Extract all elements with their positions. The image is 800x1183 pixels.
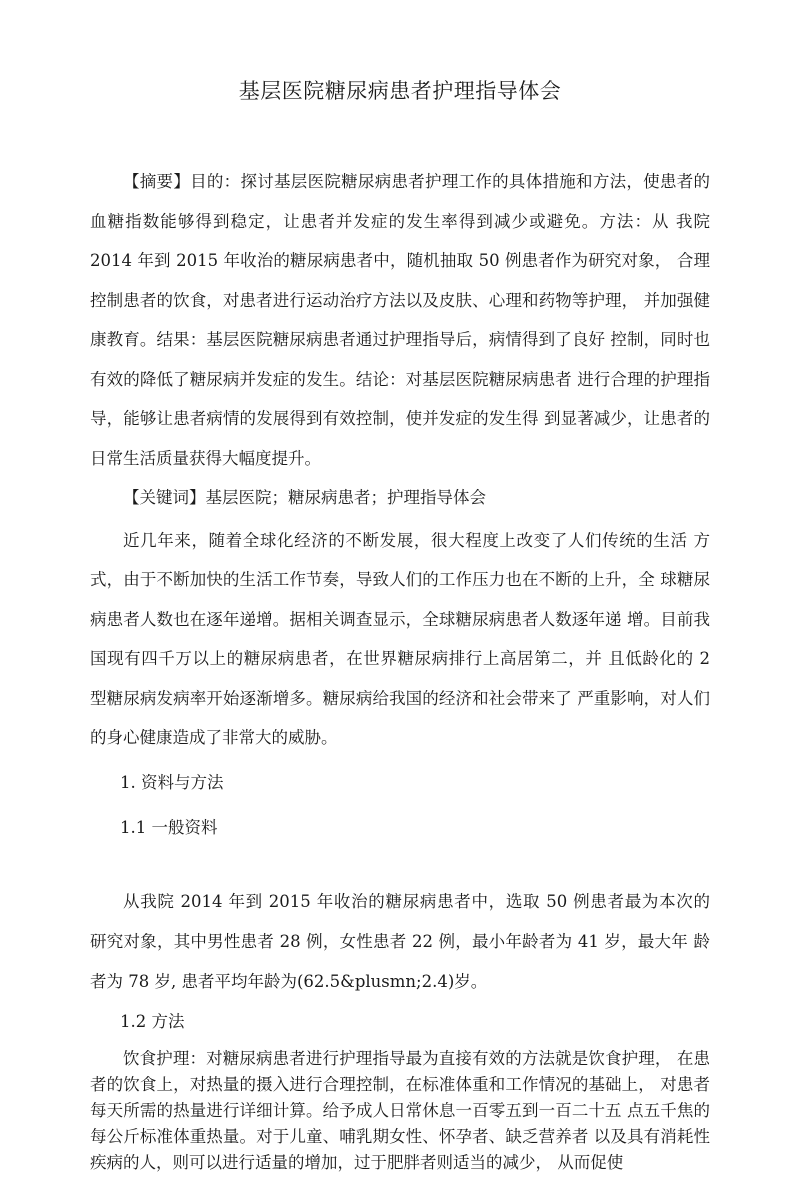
abstract-label: 【摘要】 <box>123 172 191 191</box>
keywords-label: 【关键词】 <box>123 488 206 507</box>
diet-nursing-paragraph: 饮食护理：对糖尿病患者进行护理指导最为直接有效的方法就是饮食护理， 在患者的饮食上，对热量的摄入进行合理控制，在标准体重和工作情况的基础上， 对患者每天所需的热量进行详细计算。给予成人日常休息一百零五到一百二十五 点五千焦的每公斤标准体重热量。对于儿童、哺乳期女性、怀孕者、缺乏营养者 以及具有消耗性疾病的人，则可以进行适量的增加，过于肥胖者则适当的减少， 从而促使 <box>90 1048 710 1172</box>
keywords-paragraph <box>90 478 710 518</box>
keywords-text: 基层医院；糖尿病患者；护理指导体会 <box>205 488 486 507</box>
section-heading-1-1: 1.1 一般资料 <box>120 817 218 837</box>
section-heading-1-2: 1.2 方法 <box>120 1011 185 1031</box>
abstract-text: 目的：探讨基层医院糖尿病患者护理工作的具体措施和方法，使患者的血糖指数能够得到稳定，让患者并发症的发生率得到减少或避免。方法：从 我院 2014 年到 2015 年收治的糖尿病患者中，随机抽取 50 例患者作为研究对象， 合理控制患者的饮食，对患者进行运动治疗方法以及皮肤、心理和药物等护理， 并加强健康教育。结果：基层医院糖尿病患者通过护理指导后，病情得到了良好 控制，同时也有效的降低了糖尿病并发症的发生。结论：对基层医院糖尿病患者 进行合理的护理指导，能够让患者病情的发展得到有效控制，使并发症的发生得 到显著减少，让患者的日常生活质量获得大幅度提升。 <box>90 172 711 468</box>
abstract-paragraph <box>90 162 710 478</box>
intro-paragraph: 近几年来，随着全球化经济的不断发展，很大程度上改变了人们传统的生活 方式，由于不断加快的生活工作节奏，导致人们的工作压力也在不断的上升，全 球糖尿病患者人数也在逐年递增。据相关调查显示，全球糖尿病患者人数逐年递 增。目前我国现有四千万以上的糖尿病患者，在世界糖尿病排行上高居第二，并 且低龄化的 2 型糖尿病发病率开始逐渐增多。糖尿病给我国的经济和社会带来了 严重影响，对人们的身心健康造成了非常大的威胁。 <box>90 530 710 747</box>
section-heading-1: 1. 资料与方法 <box>120 772 224 792</box>
document-title: 基层医院糖尿病患者护理指导体会 <box>238 79 562 103</box>
general-info-paragraph: 从我院 2014 年到 2015 年收治的糖尿病患者中，选取 50 例患者最为本次的 研究对象，其中男性患者 28 例，女性患者 22 例，最小年龄者为 41 岁，最大年 龄者为 78 岁, 患者平均年龄为(62.5&plusmn;2.4)岁。 <box>90 891 710 991</box>
